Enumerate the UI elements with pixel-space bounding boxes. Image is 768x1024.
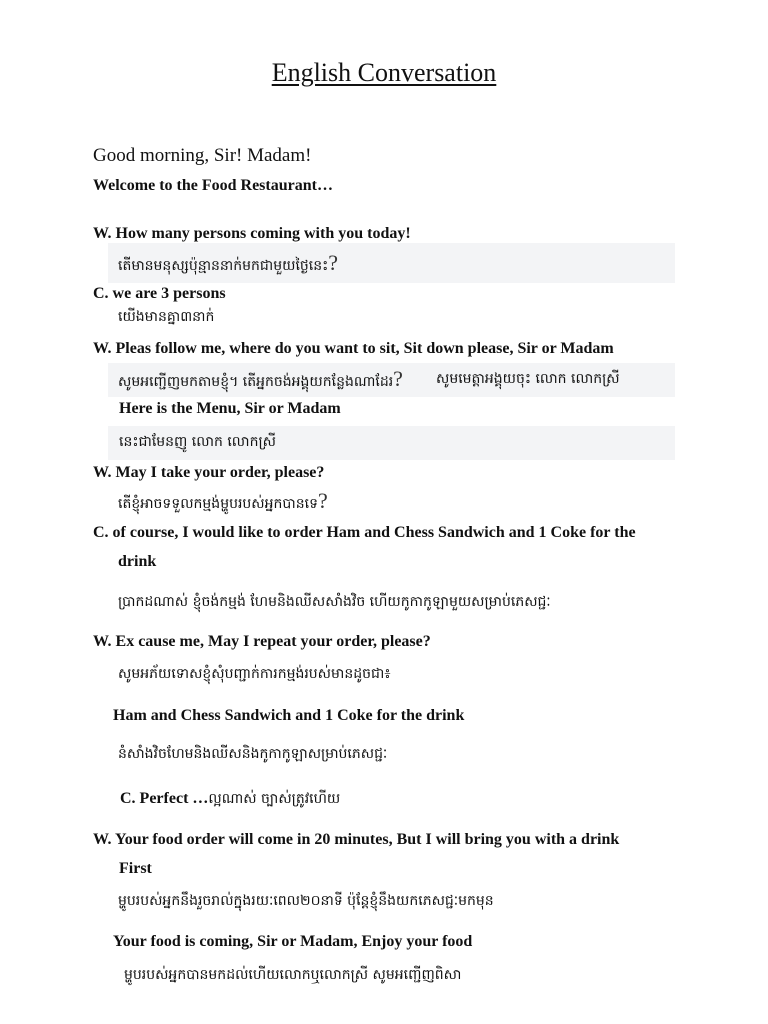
customer-line-2-khmer: ប្រាកដណាស់ ខ្ញុំចង់កម្មង់ ហែមនិងឈីសសាំងវិច ហើយកូកាកូឡាមួយសម្រាប់ភេសជ្ជៈ xyxy=(118,594,551,610)
waiter-line-5a: W. Your food order will come in 20 minutes, But I will bring you with a drink xyxy=(93,831,620,848)
question-mark: ? xyxy=(317,488,328,513)
khmer-text: តើខ្ញុំអាចទទួលកម្មង់ម្ហូបរបស់អ្នកបានទេ xyxy=(118,496,318,512)
food-coming-khmer: ម្ហូបរបស់អ្នកបានមកដល់ហើយលោកឬលោកស្រី សូមអញ្ជើញពិសា xyxy=(124,967,462,983)
menu-line: Here is the Menu, Sir or Madam xyxy=(119,400,341,417)
perfect-khmer: ល្អណាស់ ច្បាស់ត្រូវហើយ xyxy=(208,791,341,807)
khmer-text: សូមអញ្ជើញមកតាមខ្ញុំ។ តើអ្នកចង់អង្គុយកន្លែងណាដែរ xyxy=(118,374,394,390)
customer-line-1: C. we are 3 persons xyxy=(93,285,226,302)
waiter-line-3-khmer xyxy=(118,488,328,515)
greeting-line: Good morning, Sir! Madam! xyxy=(93,145,312,166)
question-mark: ? xyxy=(393,366,403,391)
welcome-line: Welcome to the Food Restaurant… xyxy=(93,177,333,194)
page-title: English Conversation xyxy=(271,58,497,87)
customer-line-2a: C. of course, I would like to order Ham and Chess Sandwich and 1 Coke for the xyxy=(93,524,636,541)
food-coming-line: Your food is coming, Sir or Madam, Enjoy your food xyxy=(113,933,473,950)
waiter-line-2: W. Pleas follow me, where do you want to sit, Sit down please, Sir or Madam xyxy=(93,340,614,357)
customer-line-1-khmer: យើងមានគ្នា៣នាក់ xyxy=(118,309,215,325)
waiter-line-5-khmer: ម្ហូបរបស់អ្នកនឹងរួចរាល់ក្នុងរយៈពេល២០នាទី ប៉ុន្តែខ្ញុំនឹងយកភេសជ្ជៈមកមុន xyxy=(118,893,494,909)
waiter-line-1-khmer xyxy=(118,250,338,277)
waiter-line-5b: First xyxy=(119,860,152,877)
waiter-line-4-khmer: សូមអភ័យទោសខ្ញុំសុំបញ្ជាក់ការកម្មង់របស់មានដូចជា៖ xyxy=(118,666,391,682)
waiter-line-1: W. How many persons coming with you today! xyxy=(93,225,411,242)
waiter-line-3: W. May I take your order, please? xyxy=(93,464,325,481)
repeat-order-line: Ham and Chess Sandwich and 1 Coke for the drink xyxy=(113,707,465,724)
waiter-line-4: W. Ex cause me, May I repeat your order, please? xyxy=(93,633,431,650)
perfect-text: C. Perfect … xyxy=(120,790,209,807)
khmer-text: តើមានមនុស្សប៉ុន្មាននាក់មកជាមួយថ្ងៃនេះ xyxy=(118,258,329,274)
perfect-line xyxy=(120,789,340,810)
repeat-order-khmer: នំសាំងវិចហែមនិងឈីសនិងកូកាកូឡាសម្រាប់ភេសជ្ជៈ xyxy=(118,746,388,762)
waiter-line-2-khmer-b: សូមមេត្តាអង្គុយចុះ លោក លោកស្រី xyxy=(436,371,620,387)
waiter-line-2-khmer-a xyxy=(118,366,403,393)
menu-line-khmer: នេះជាមែនញូ លោក លោកស្រី xyxy=(119,434,276,450)
question-mark: ? xyxy=(328,250,339,275)
customer-line-2b: drink xyxy=(118,553,157,570)
